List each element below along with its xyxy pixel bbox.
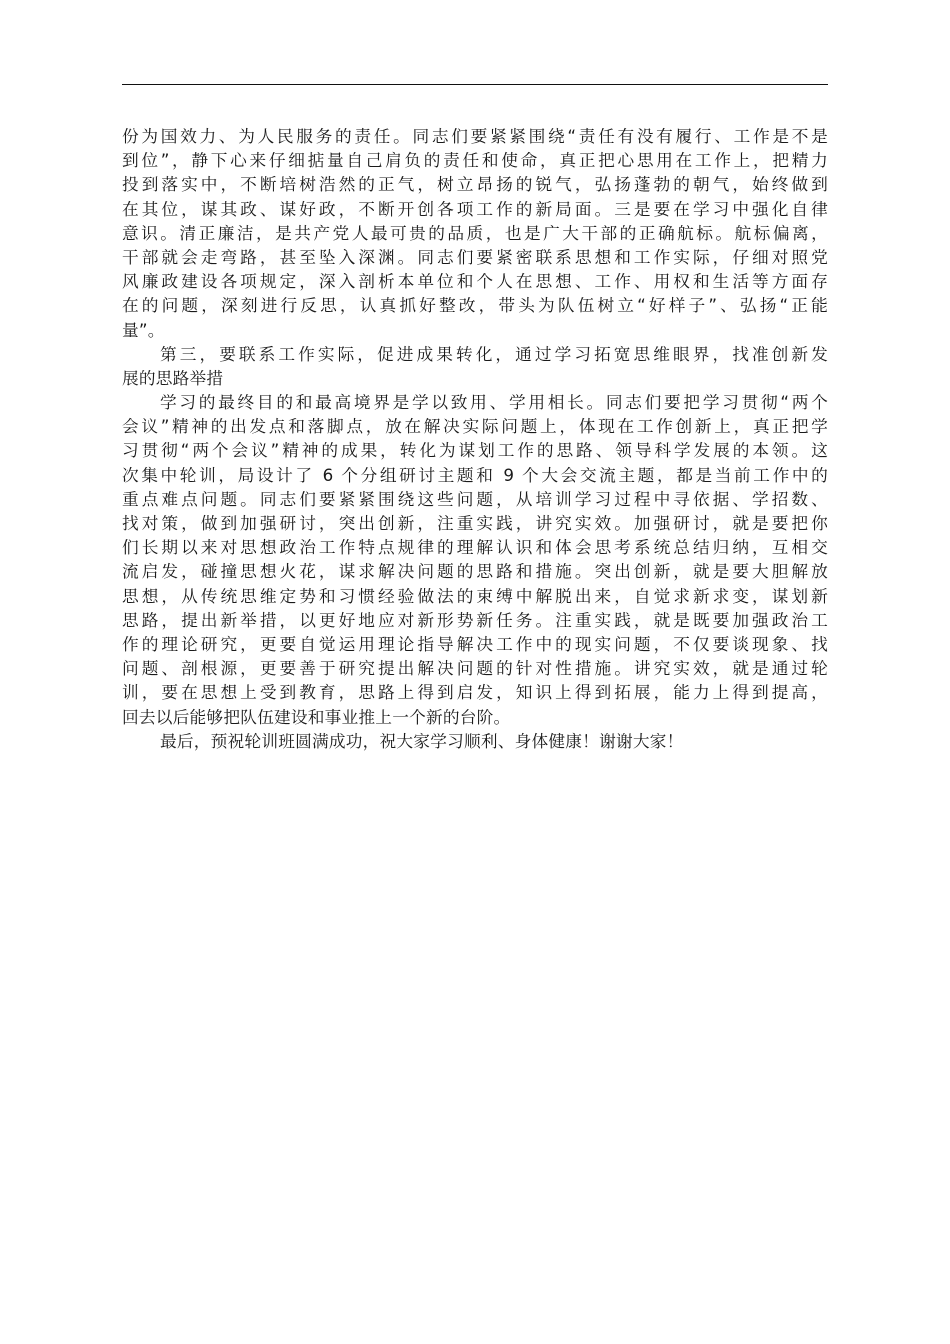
paragraph [122, 390, 828, 729]
text-line: 份为国效力、为人民服务的责任。同志们要紧紧围绕“责任有没有履行、工作是不是 [122, 126, 828, 146]
text-line: 训，要在思想上受到教育，思路上得到启发，知识上得到拓展，能力上得到提高， [122, 682, 828, 703]
text-line: 会议”精神的出发点和落脚点，放在解决实际问题上，体现在工作创新上，真正把学 [122, 416, 828, 437]
text-line: 问题、剖根源，更要善于研究提出解决问题的针对性措施。讲究实效，就是通过轮 [122, 658, 828, 679]
text-line: 学习的最终目的和最高境界是学以致用、学用相长。同志们要把学习贯彻“两个 [160, 392, 828, 413]
closing-paragraph [122, 729, 828, 753]
text-line: 干部就会走弯路，甚至坠入深渊。同志们要紧密联系思想和工作实际，仔细对照党 [122, 246, 828, 267]
document-body [122, 124, 828, 753]
text-line: 找对策，做到加强研讨，突出创新，注重实践，讲究实效。加强研讨，就是要把你 [122, 513, 828, 533]
text-line: 次集中轮训，局设计了 6 个分组研讨主题和 9 个大会交流主题，都是当前工作中的 [122, 464, 828, 485]
text-line: 量”。 [122, 319, 165, 340]
text-line: 流启发，碰撞思想火花，谋求解决问题的思路和措施。突出创新，就是要大胆解放 [122, 561, 828, 582]
text-line: 最后，预祝轮训班圆满成功，祝大家学习顺利、身体健康！谢谢大家！ [160, 730, 684, 751]
text-line: 思想，从传统思维定势和习惯经验做法的束缚中解脱出来，自觉求新求变，谋划新 [122, 585, 828, 606]
text-line: 展的思路举措 [122, 367, 224, 388]
text-line: 重点难点问题。同志们要紧紧围绕这些问题，从培训学习过程中寻依据、学招数、 [122, 488, 828, 509]
text-line: 第三，要联系工作实际，促进成果转化，通过学习拓宽思维眼界，找准创新发 [160, 343, 828, 364]
text-line: 在其位，谋其政、谋好政，不断开创各项工作的新局面。三是要在学习中强化自律 [122, 198, 828, 219]
section-heading-paragraph [122, 342, 828, 390]
text-line: 到位”，静下心来仔细掂量自己肩负的责任和使命，真正把心思用在工作上，把精力 [122, 150, 828, 171]
text-line: 作的理论研究，更要自觉运用理论指导解决工作中的现实问题，不仅要谈现象、找 [122, 633, 828, 654]
text-line: 风廉政建设各项规定，深入剖析本单位和个人在思想、工作、用权和生活等方面存 [122, 271, 828, 292]
text-line: 投到落实中，不断培树浩然的正气，树立昂扬的锐气，弘扬蓬勃的朝气，始终做到 [122, 174, 828, 195]
text-line: 在的问题，深刻进行反思，认真抓好整改，带头为队伍树立“好样子”、弘扬“正能 [122, 295, 828, 316]
header-rule [122, 84, 828, 85]
text-line: 意识。清正廉洁，是共产党人最可贵的品质，也是广大干部的正确航标。航标偏离， [122, 222, 828, 243]
paragraph-continued [122, 124, 828, 342]
text-line: 回去以后能够把队伍建设和事业推上一个新的台阶。 [122, 706, 511, 727]
text-line: 习贯彻“两个会议”精神的成果，转化为谋划工作的思路、领导科学发展的本领。这 [122, 440, 828, 461]
text-line: 思路，提出新举措，以更好地应对新形势新任务。注重实践，就是既要加强政治工 [122, 609, 828, 630]
text-line: 们长期以来对思想政治工作特点规律的理解认识和体会思考系统总结归纳，互相交 [122, 537, 828, 558]
